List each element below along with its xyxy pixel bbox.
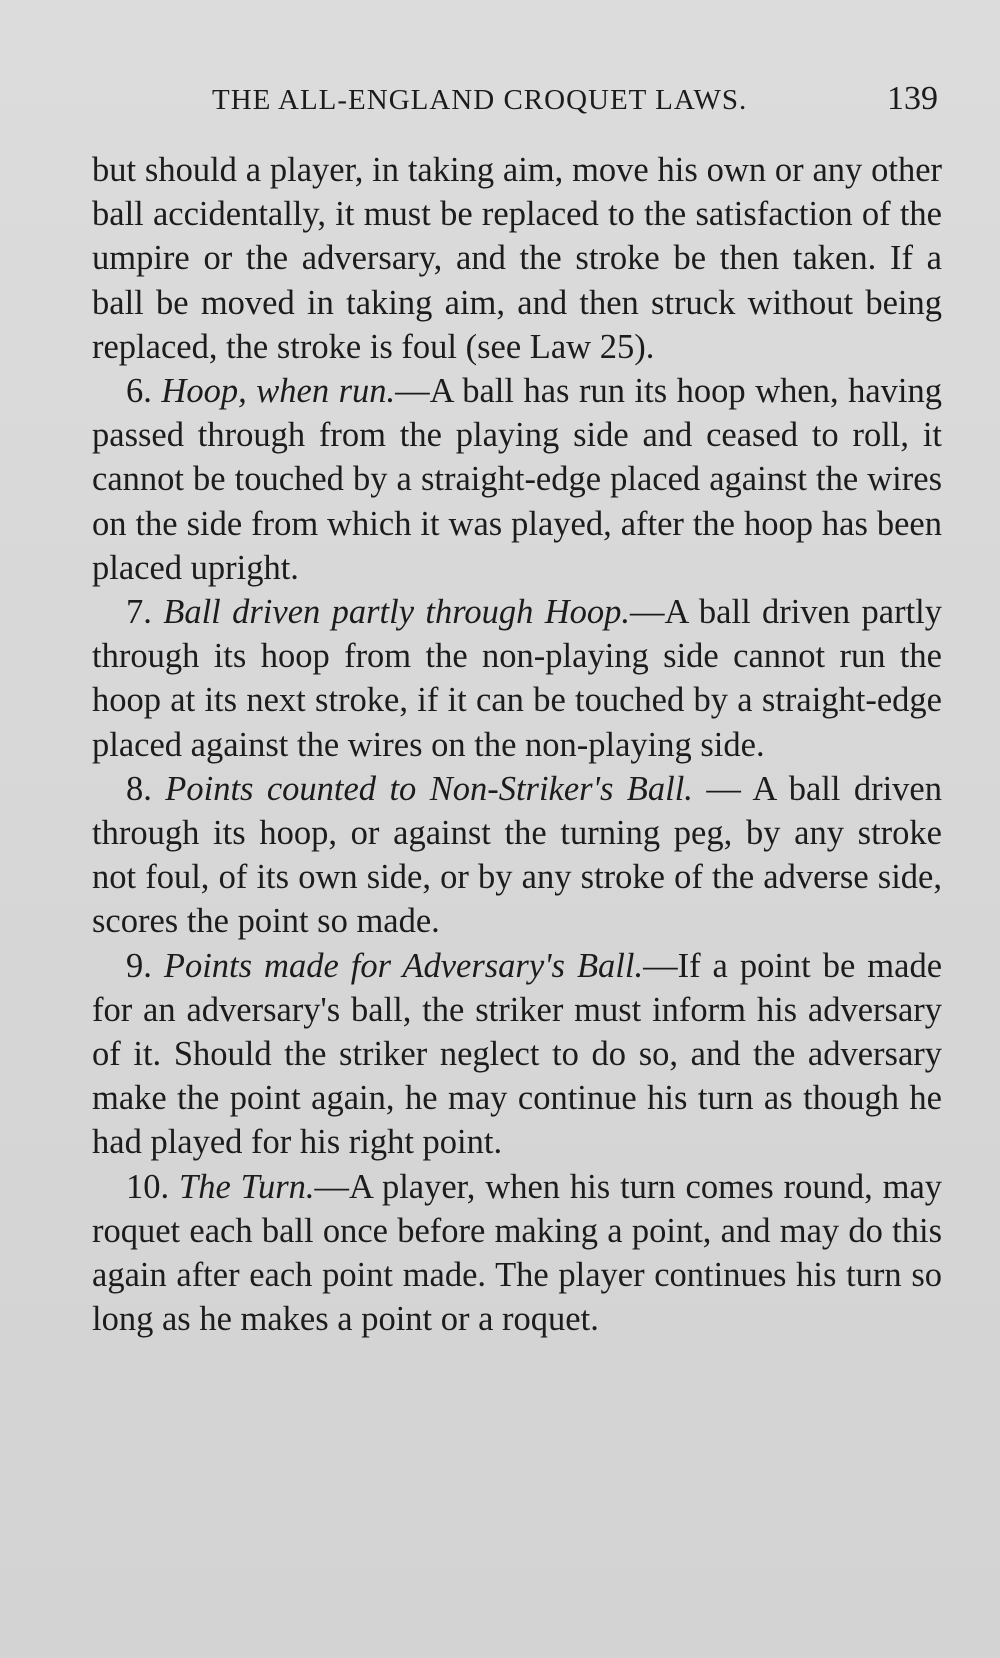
law-text: — A ball driven through its hoop, or against the turning peg, by any stroke not foul, of its own side, or by any stroke of the adverse side, scores the point so made. [92, 769, 942, 941]
paragraph-continuation [92, 148, 942, 369]
law-number: 9. [126, 946, 164, 985]
law-7-paragraph [92, 590, 942, 767]
law-number: 7. [126, 593, 164, 632]
law-heading: Points made for Adversary's Ball. [163, 946, 644, 985]
law-number: 6. [126, 372, 162, 411]
page-number: 139 [887, 80, 938, 117]
law-number: 8. [126, 769, 166, 808]
law-10-paragraph [92, 1165, 942, 1342]
law-heading: Points counted to Non-Striker's Ball. [165, 769, 693, 808]
law-text: —A player, when his turn comes round, may roquet each ball once before making a point, and may do this again after each point made. The player continues his turn so long as he makes a point or a roquet. [92, 1167, 943, 1339]
law-9-paragraph [92, 944, 942, 1165]
law-text: —A ball has run its hoop when, having passed through from the playing side and ceased to roll, it cannot be touched by a straight-edge placed against the wires on the side from which it was played, after the hoop has been placed upright. [92, 372, 943, 587]
law-8-paragraph [92, 767, 942, 944]
running-title: THE ALL-ENGLAND CROQUET LAWS. [212, 84, 748, 116]
law-heading: Hoop, when run. [161, 372, 396, 411]
paragraph-text: but should a player, in taking aim, move his own or any other ball accidentally, it must be replaced to the satisfaction of the umpire or the adversary, and the stroke be then taken. If a ball be moved in taking aim, and then struck without being replaced, the stroke is foul (see Law 25). [92, 151, 942, 366]
law-heading: Ball driven partly through Hoop. [163, 593, 631, 632]
law-number: 10. [126, 1167, 180, 1206]
page-header [208, 80, 938, 128]
body-text [92, 148, 942, 1341]
law-text: —A ball driven partly through its hoop from the non-playing side cannot run the hoop at its next stroke, if it can be touched by a straight-edge placed against the wires on the non-playing side. [92, 593, 943, 764]
law-text: —If a point be made for an adversary's ball, the striker must inform his adversary of it. Should the striker neglect to do so, and the adversary make the point again, he may continue his turn as though he had played for his right point. [92, 946, 943, 1162]
law-heading: The Turn. [179, 1167, 315, 1206]
law-6-paragraph [92, 369, 942, 590]
